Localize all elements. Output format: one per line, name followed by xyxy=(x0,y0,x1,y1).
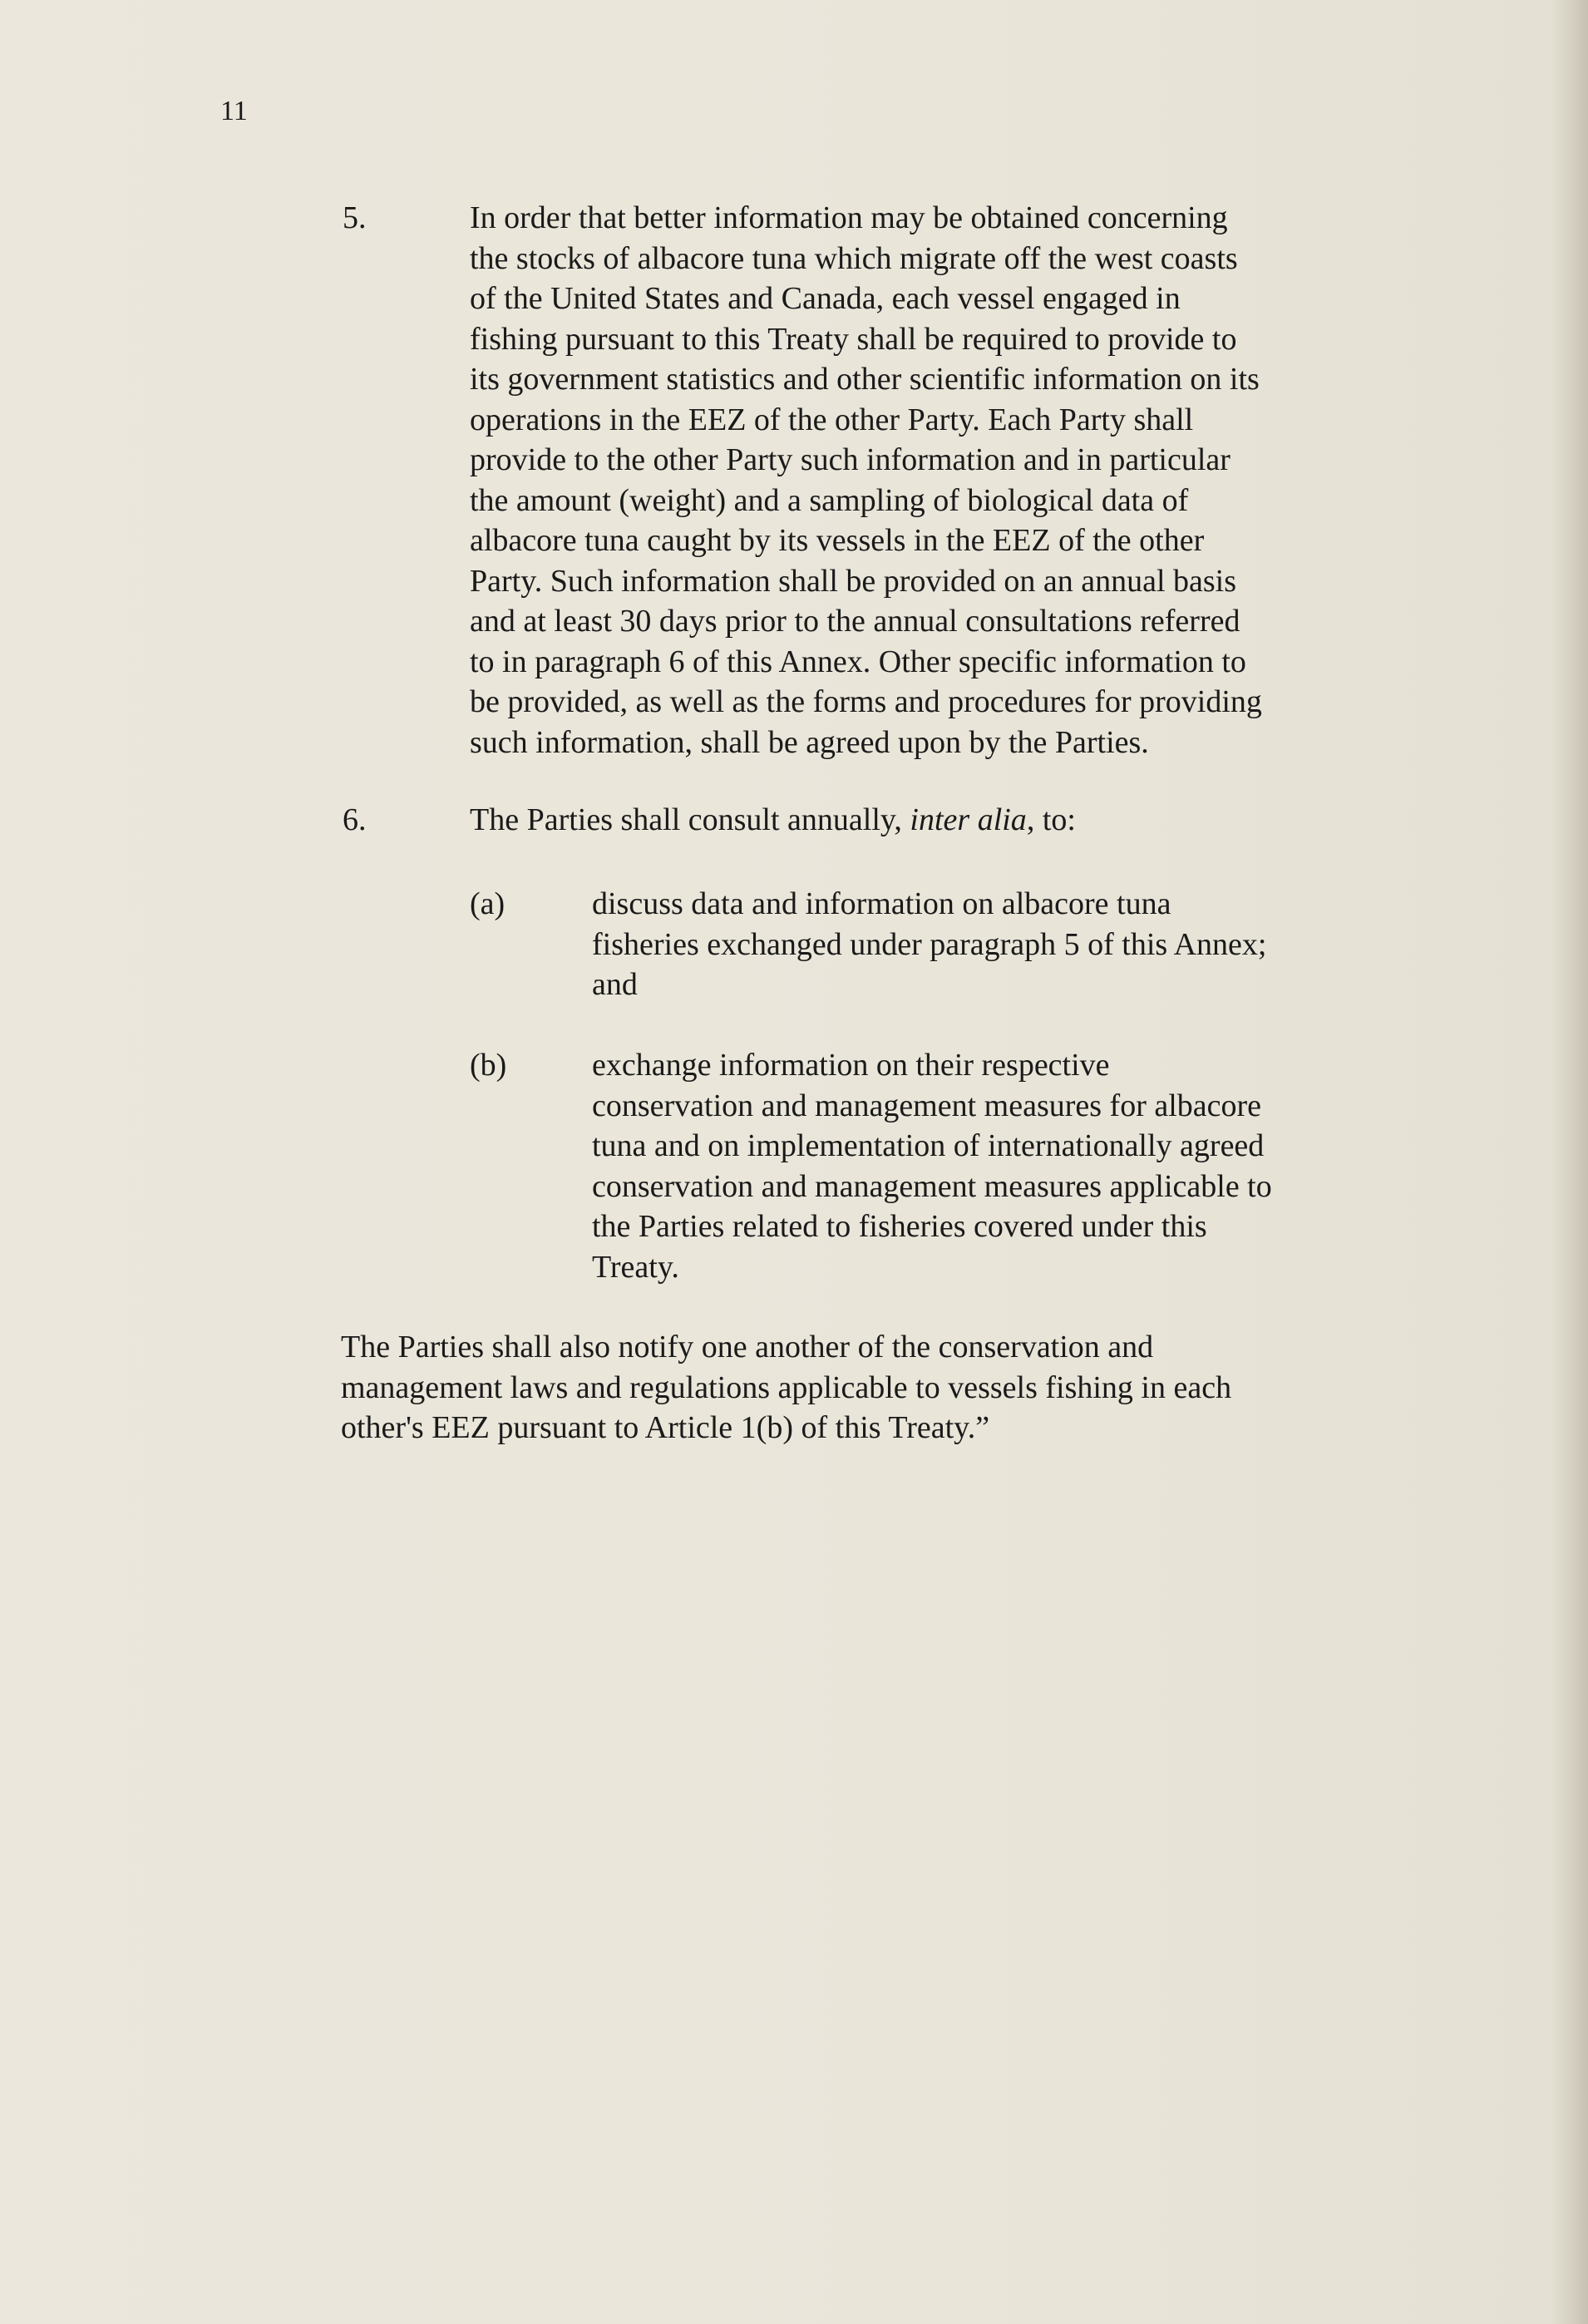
item-b-label: (b) xyxy=(470,1048,507,1083)
paragraph-5-line: Party. Such information shall be provided on an annual basis xyxy=(470,563,1237,599)
paragraph-5-line: the amount (weight) and a sampling of biological data of xyxy=(470,482,1189,518)
paragraph-5-line: such information, shall be agreed upon by the Parties. xyxy=(470,724,1149,760)
item-a-label: (a) xyxy=(470,886,505,921)
paragraph-6-intro-line xyxy=(470,800,1351,841)
item-b-line: tuna and on implementation of internationally agreed xyxy=(592,1128,1265,1163)
paragraph-5-line: be provided, as well as the forms and procedures for providing xyxy=(470,684,1262,719)
page-edge-shadow xyxy=(1550,0,1588,2324)
item-b-line: conservation and management measures applicable to xyxy=(592,1168,1272,1204)
paragraph-5-line: the stocks of albacore tuna which migrate off the west coasts xyxy=(470,240,1238,276)
paragraph-5-line: to in paragraph 6 of this Annex. Other specific information to xyxy=(470,644,1246,679)
paragraph-5-line: operations in the EEZ of the other Party. Each Party shall xyxy=(470,402,1194,437)
paragraph-6-intro xyxy=(470,800,1351,841)
item-b-line: the Parties related to fisheries covered under this xyxy=(592,1209,1207,1244)
paragraph-5-line: In order that better information may be obtained concerning xyxy=(470,200,1228,235)
item-b-line: Treaty. xyxy=(592,1249,679,1285)
item-a-body xyxy=(592,884,1390,1005)
paragraph-6-intro-text: The Parties shall consult annually, xyxy=(470,802,910,837)
paragraph-5-body xyxy=(470,198,1351,762)
paragraph-5-line: of the United States and Canada, each vessel engaged in xyxy=(470,281,1181,316)
paragraph-6-intro-italic: inter alia xyxy=(910,802,1027,837)
closing-line: other's EEZ pursuant to Article 1(b) of this Treaty.” xyxy=(341,1410,990,1445)
paragraph-6-intro-end: , to: xyxy=(1026,802,1076,837)
paragraph-5-line: its government statistics and other scientific information on its xyxy=(470,362,1260,397)
paragraph-5-line: albacore tuna caught by its vessels in the EEZ of the other xyxy=(470,523,1205,558)
paragraph-5-number: 5. xyxy=(343,200,367,235)
item-a-line: discuss data and information on albacore tuna xyxy=(592,886,1171,921)
closing-line: management laws and regulations applicable to vessels fishing in each xyxy=(341,1369,1232,1405)
paragraph-6-number: 6. xyxy=(343,802,367,837)
item-a-line: and xyxy=(592,967,638,1002)
closing-line: The Parties shall also notify one another of the conservation and xyxy=(341,1330,1154,1364)
paragraph-5-line: fishing pursuant to this Treaty shall be required to provide to xyxy=(470,321,1237,357)
paragraph-5-line: provide to the other Party such information and in particular xyxy=(470,442,1230,477)
item-b-line: exchange information on their respective xyxy=(592,1048,1110,1083)
closing-paragraph xyxy=(341,1327,1372,1448)
page-number: 11 xyxy=(220,96,248,126)
paragraph-5-line: and at least 30 days prior to the annual consultations referred xyxy=(470,604,1240,639)
item-b-body xyxy=(592,1045,1390,1287)
item-a-line: fisheries exchanged under paragraph 5 of this Annex; xyxy=(592,926,1267,962)
item-b-line: conservation and management measures for albacore xyxy=(592,1088,1262,1123)
